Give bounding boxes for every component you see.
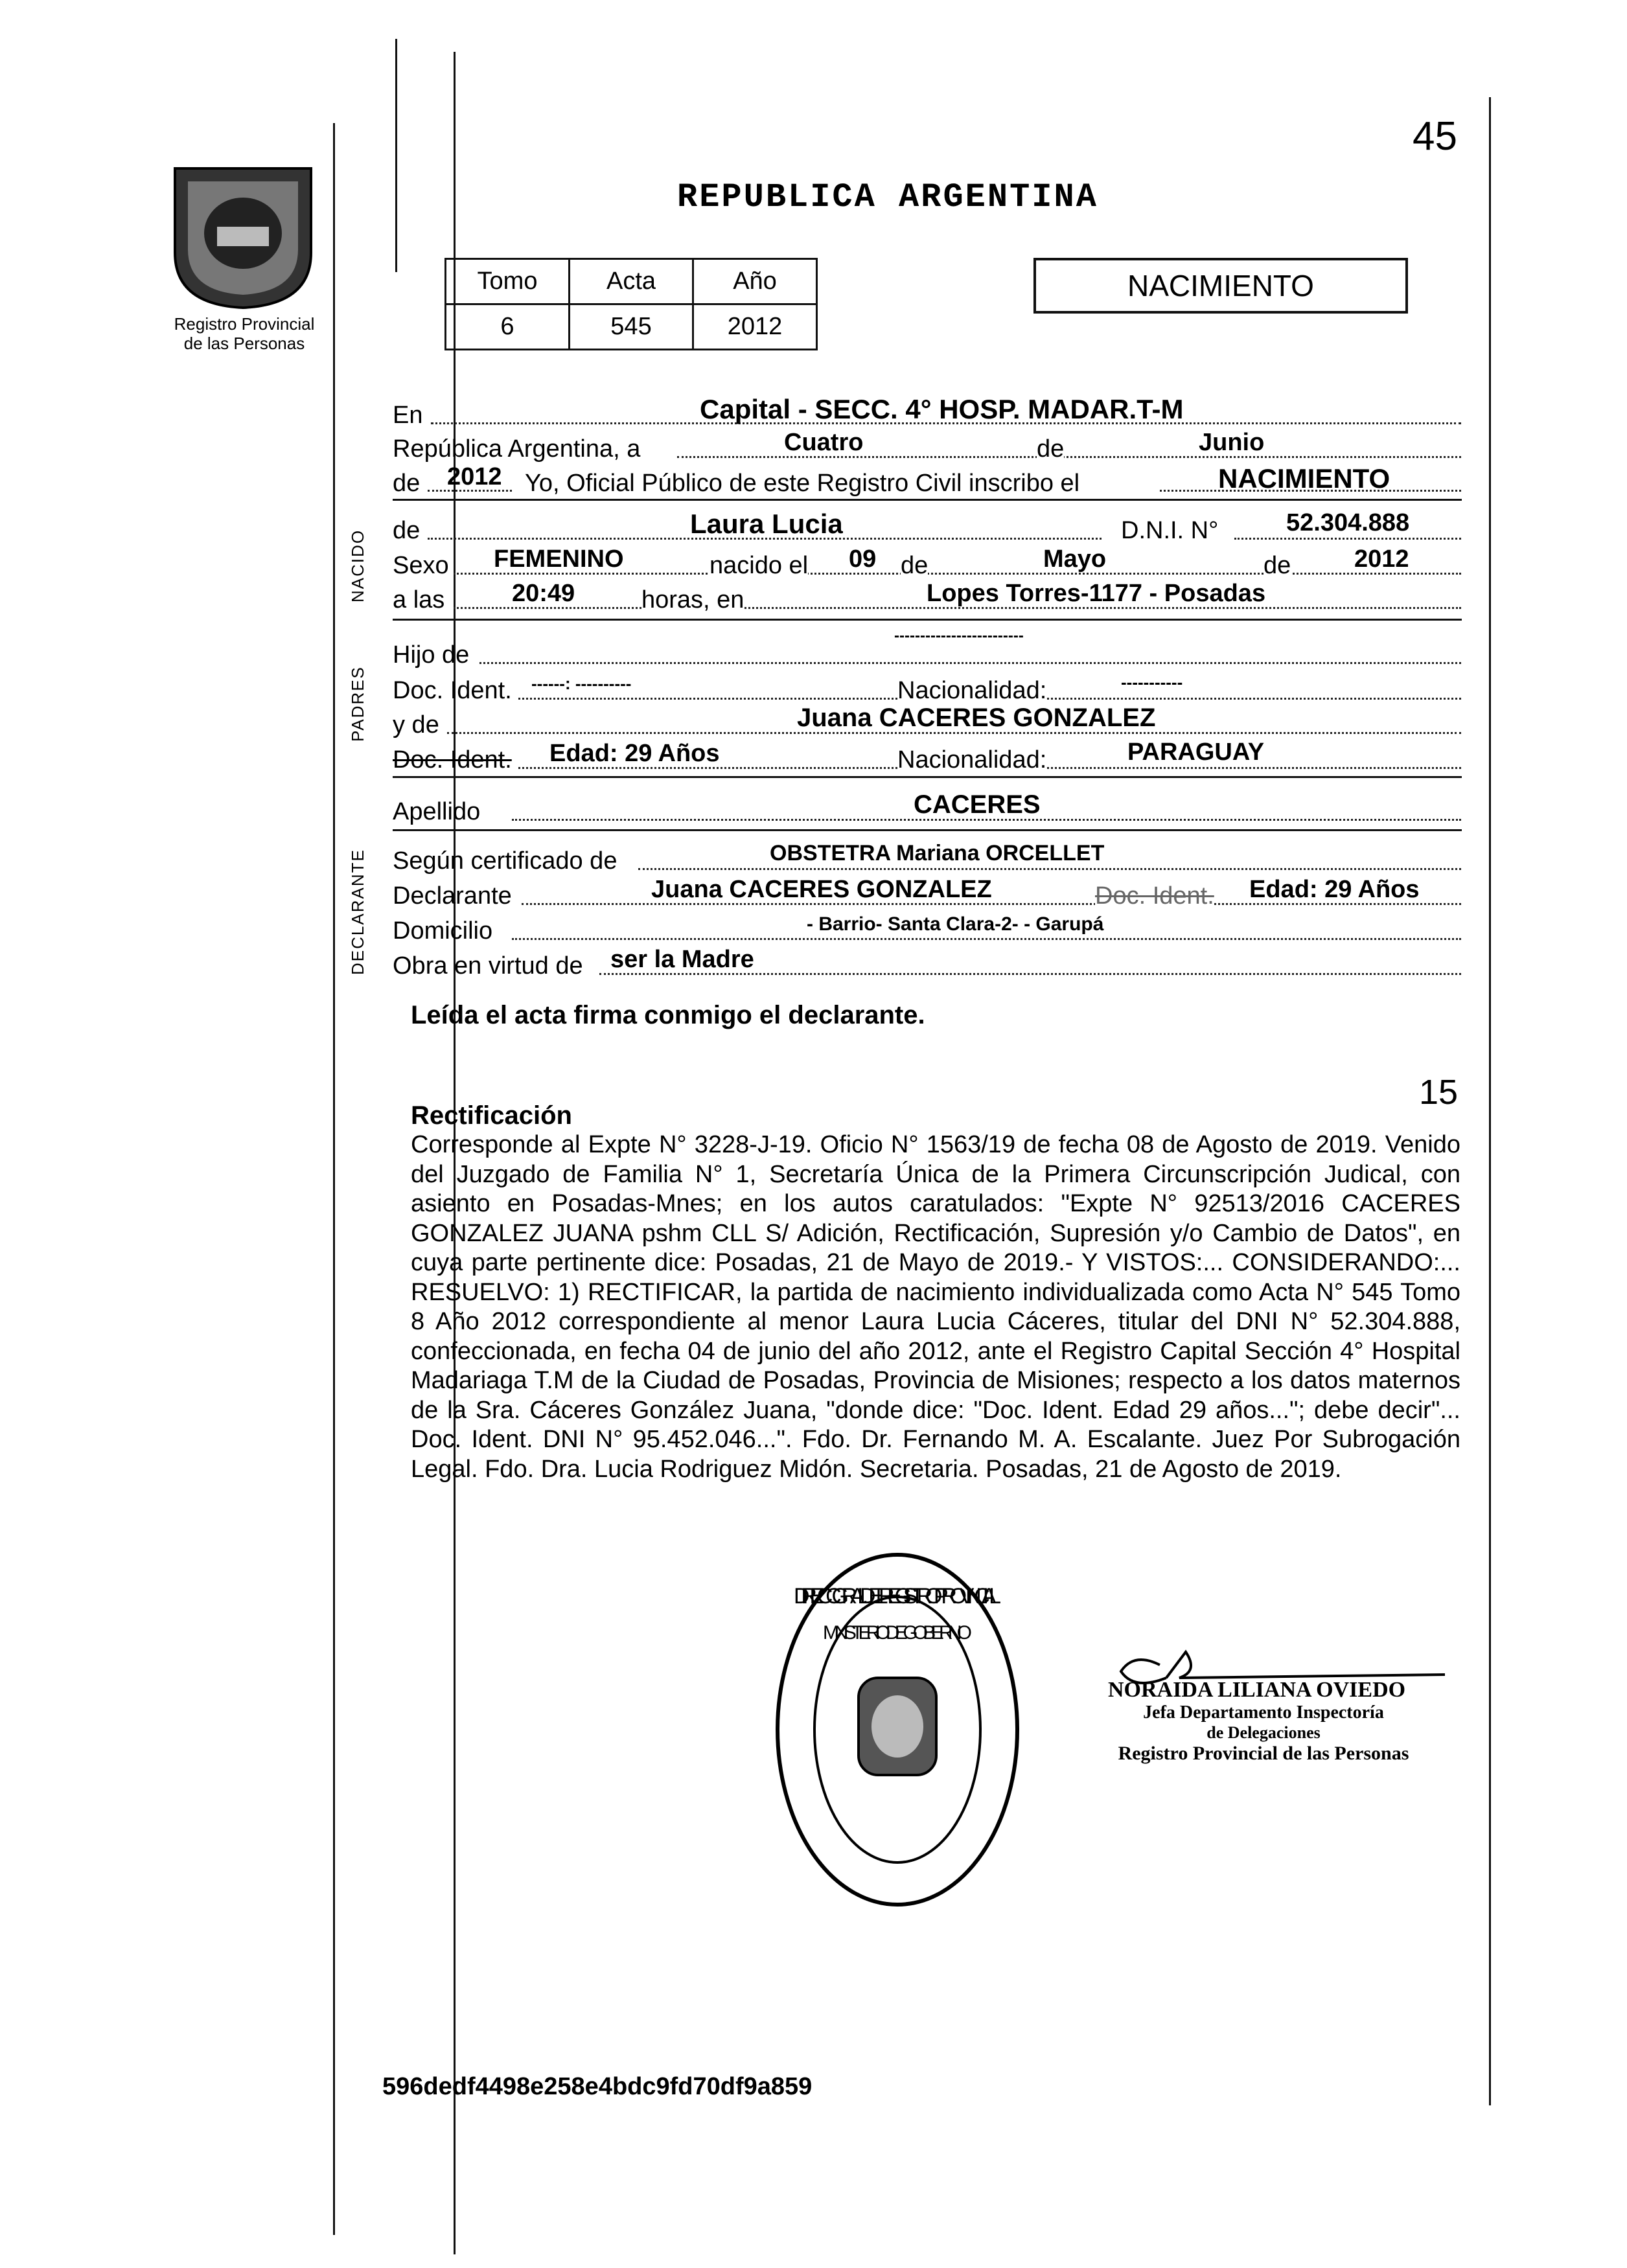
value-anio: 2012	[693, 304, 817, 350]
nacionalidad-label: Nacionalidad:	[897, 677, 1047, 704]
rectificacion-paragraph: Corresponde al Expte N° 3228-J-19. Oficio N° 1563/19 de fecha 08 de Agosto de 2019. Venido del Juzgado de Familia N° 1, Secretaría Única de la Primera Circunscripción Judical, con asiento en Posadas-Mnes; en los autos caratulados: "Expte N° 92513/2016 CACERES GONZALEZ JUANA pshm CLL S/ Adición, Rectificación, Supresión y/o Cambio de Datos", en cuya parte pertinente dice: Posadas, 21 de Mayo de 2019.- Y VISTOS:... CONSIDERANDO:... RESUELVO: 1) RECTIFICAR, la partida de nacimiento individualizada como Acta N° 545 Tomo 8 Año 2012 correspondiente al menor Laura Lucia Cáceres, titular del DNI N° 52.304.888, confeccionada, en fecha 04 de junio del año 2012, ante el Registro Capital Sección 4° Hospital Madariaga T.M de la Ciudad de Posadas, Provincia de Misiones; respecto a los datos maternos de la Sra. Cáceres González Juana, "donde dice: "Doc. Ident. Edad 29 años..."; debe decir"... Doc. Ident. DNI N° 95.452.046...". Fdo. Dr. Fernando M. A. Escalante. Juez Por Subrogación Legal. Fdo. Dra. Lucia Rodriguez Midón. Secretaria. Posadas, 21 de Agosto de 2019.	[411, 1131, 1460, 1483]
separator-line	[393, 499, 1462, 501]
logo-caption-line2: de las Personas	[183, 334, 305, 353]
de2-label: de	[393, 470, 421, 497]
record-type-box: NACIMIENTO	[1033, 258, 1408, 314]
signer-title2: de Delegaciones	[1206, 1723, 1321, 1742]
docident3-label: Doc. Ident.	[1095, 882, 1214, 910]
madre-value: Juana CACERES GONZALEZ	[797, 704, 1156, 732]
nacido-anio: 2012	[1354, 545, 1409, 573]
nacido-dia: 09	[849, 545, 877, 573]
de3-label: de	[393, 517, 421, 544]
official-seal	[771, 1548, 1024, 1911]
mes-value: Junio	[1199, 429, 1265, 456]
page-number: 45	[1413, 114, 1457, 159]
en-value: Capital - SECC. 4° HOSP. MADAR.T-M	[700, 394, 1184, 424]
obra-label: Obra en virtud de	[393, 952, 583, 979]
horas-label: horas, en	[641, 586, 744, 613]
seal-inner-text: MINISTERIO DE GOBIERNO	[823, 1622, 972, 1644]
apellido-value: CACERES	[914, 790, 1041, 819]
nombre-value: Laura Lucia	[690, 509, 843, 539]
register-table	[444, 258, 818, 350]
registro-logo	[156, 155, 330, 311]
margin-line-right	[1489, 97, 1491, 2105]
domicilio-label: Domicilio	[393, 917, 493, 945]
declarante-doc-value: Edad: 29 Años	[1249, 876, 1420, 903]
rectificacion-number: 15	[1419, 1073, 1459, 1112]
header-acta: Acta	[570, 259, 693, 304]
nacionalidad2-label: Nacionalidad:	[897, 746, 1047, 773]
en-label: En	[393, 402, 423, 429]
obra-value: ser la Madre	[610, 946, 754, 973]
madre-doc-value: Edad: 29 Años	[549, 740, 720, 767]
hijo-label: Hijo de	[393, 641, 470, 669]
separator-line	[393, 829, 1462, 831]
republica-label: República Argentina, a	[393, 435, 641, 463]
value-acta: 545	[570, 304, 693, 350]
docident2-label: Doc. Ident.	[393, 746, 512, 773]
lugar-value: Lopes Torres-1177 - Posadas	[927, 580, 1266, 607]
margin-line-left-2	[395, 39, 397, 272]
separator-line	[393, 776, 1462, 778]
yde-label: y de	[393, 711, 439, 739]
margin-line-left-1	[333, 123, 335, 2235]
inscribo-label: Yo, Oficial Público de este Registro Civil inscribo el	[525, 470, 1080, 497]
signer-name: NORAIDA LILIANA OVIEDO	[1108, 1678, 1406, 1702]
dia-value: Cuatro	[784, 429, 864, 456]
signature-block	[1102, 1678, 1425, 1765]
alas-label: a las	[393, 586, 445, 613]
header-tomo: Tomo	[446, 259, 570, 304]
certificado-label: Según certificado de	[393, 847, 617, 875]
sexo-value: FEMENINO	[494, 545, 624, 573]
nacido-label: nacido el	[710, 552, 809, 579]
nacionalidad-value: -----------	[1121, 672, 1183, 692]
logo-caption	[137, 314, 351, 353]
inscribo-value: NACIMIENTO	[1218, 463, 1390, 494]
header-anio: Año	[693, 259, 817, 304]
side-label-padres: PADRES	[348, 666, 367, 742]
signer-title1: Jefa Departamento Inspectoría	[1143, 1702, 1384, 1723]
de5-label: de	[1264, 552, 1291, 579]
side-label-declarante: DECLARANTE	[348, 849, 367, 975]
dotted-line	[479, 662, 1461, 664]
domicilio-value: - Barrio- Santa Clara-2- - Garupá	[807, 913, 1104, 935]
side-label-nacido: NACIDO	[348, 529, 367, 602]
nacido-mes: Mayo	[1043, 545, 1107, 573]
anio-value: 2012	[447, 463, 502, 490]
docident-label: Doc. Ident.	[393, 677, 512, 704]
separator-line	[393, 619, 1462, 621]
de-label: de	[1037, 435, 1065, 463]
dni-value: 52.304.888	[1286, 509, 1410, 536]
dotted-line	[1234, 538, 1461, 540]
value-tomo: 6	[446, 304, 570, 350]
leida-text: Leída el acta firma conmigo el declarante.	[411, 1001, 925, 1029]
declarante-value: Juana CACERES GONZALEZ	[651, 876, 992, 903]
seal-outer-text: DIRECC. GRAL. DEL REGISTRO PROVINCIAL	[794, 1584, 1001, 1609]
rectificacion-heading: Rectificación	[411, 1101, 572, 1130]
apellido-label: Apellido	[393, 798, 481, 825]
dotted-line	[512, 938, 1461, 940]
document-hash: 596dedf4498e258e4bdc9fd70df9a859	[382, 2073, 813, 2100]
document-title: REPUBLICA ARGENTINA	[677, 178, 1098, 216]
signer-title3: Registro Provincial de las Personas	[1118, 1743, 1409, 1764]
dni-label: D.N.I. N°	[1121, 517, 1219, 544]
de4-label: de	[901, 552, 929, 579]
hora-value: 20:49	[512, 580, 575, 607]
certificado-value: OBSTETRA Mariana ORCELLET	[770, 841, 1105, 865]
madre-nacionalidad: PARAGUAY	[1127, 739, 1265, 766]
docident-value: ------: ----------	[531, 674, 632, 693]
hijo-value: -------------------------	[894, 627, 1024, 645]
dotted-line	[638, 868, 1461, 870]
sexo-label: Sexo	[393, 552, 449, 579]
rectificacion-text	[411, 1130, 1460, 1484]
logo-caption-line1: Registro Provincial	[174, 314, 315, 334]
declarante-label: Declarante	[393, 882, 512, 910]
